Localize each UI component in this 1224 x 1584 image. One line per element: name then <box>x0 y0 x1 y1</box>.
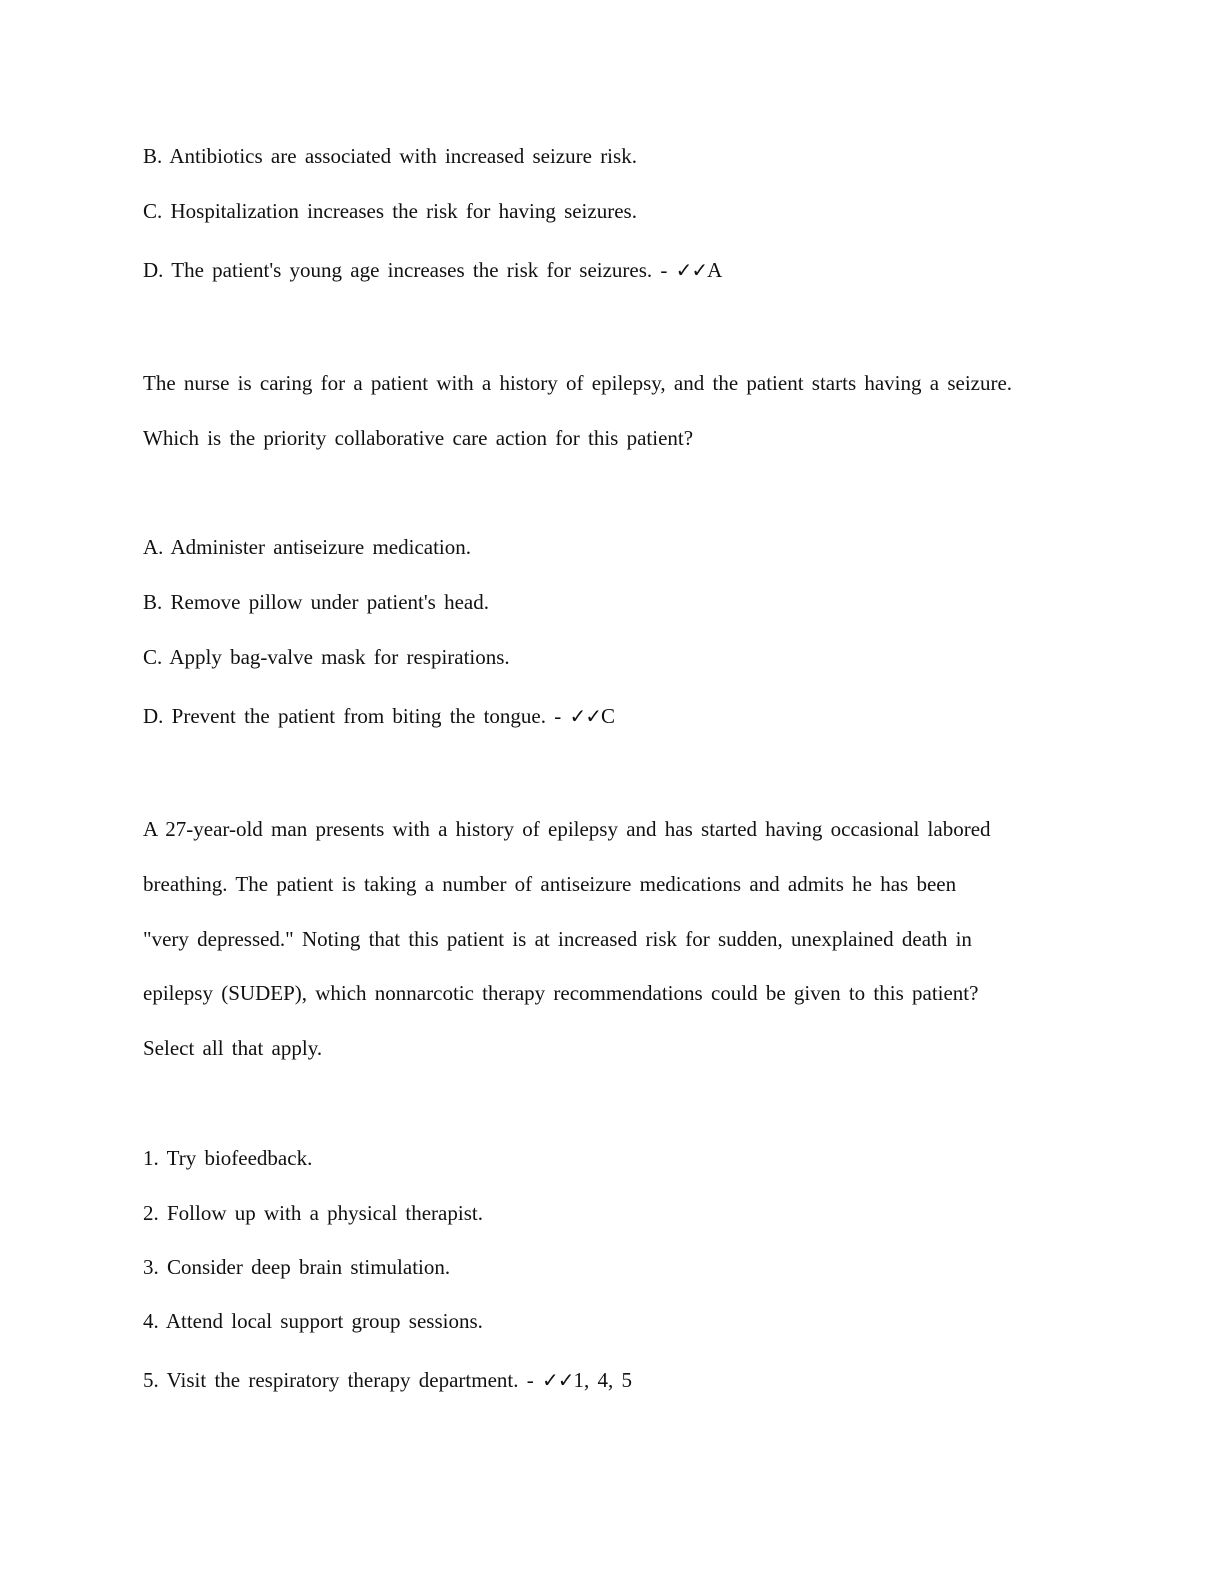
option-a: A. Administer antiseizure medication. <box>143 535 471 559</box>
question-line: Select all that apply. <box>143 1036 323 1060</box>
question-line: A 27-year-old man presents with a history of epilepsy and has started having occasional labored <box>143 817 991 841</box>
option-c: C. Apply bag-valve mask for respirations. <box>143 645 510 669</box>
option-2: 2. Follow up with a physical therapist. <box>143 1201 483 1225</box>
option-5-with-answer <box>143 1366 632 1394</box>
double-check-icon: ✓✓ <box>569 704 602 728</box>
double-check-icon: ✓✓ <box>675 258 708 282</box>
answer-key: 1, 4, 5 <box>573 1368 633 1392</box>
option-b: B. Remove pillow under patient's head. <box>143 590 489 614</box>
answer-key: C <box>601 704 616 728</box>
question-line: epilepsy (SUDEP), which nonnarcotic therapy recommendations could be given to this patient? <box>143 981 979 1005</box>
option-c: C. Hospitalization increases the risk for having seizures. <box>143 199 637 223</box>
option-3: 3. Consider deep brain stimulation. <box>143 1255 451 1279</box>
option-5: 5. Visit the respiratory therapy department. - <box>143 1368 534 1392</box>
question-line: breathing. The patient is taking a number of antiseizure medications and admits he has been <box>143 872 957 896</box>
option-d: D. Prevent the patient from biting the tongue. - <box>143 704 562 728</box>
option-d: D. The patient's young age increases the risk for seizures. - <box>143 258 668 282</box>
option-1: 1. Try biofeedback. <box>143 1146 313 1170</box>
option-4: 4. Attend local support group sessions. <box>143 1309 483 1333</box>
question-line: The nurse is caring for a patient with a history of epilepsy, and the patient starts having a seizure. <box>143 371 1013 395</box>
option-d-with-answer <box>143 702 615 730</box>
question-line: Which is the priority collaborative care action for this patient? <box>143 426 694 450</box>
double-check-icon: ✓✓ <box>542 1368 574 1392</box>
option-b: B. Antibiotics are associated with increased seizure risk. <box>143 144 637 168</box>
option-d-with-answer <box>143 256 722 284</box>
answer-key: A <box>707 258 723 282</box>
question-line: "very depressed." Noting that this patient is at increased risk for sudden, unexplained death in <box>143 927 972 951</box>
